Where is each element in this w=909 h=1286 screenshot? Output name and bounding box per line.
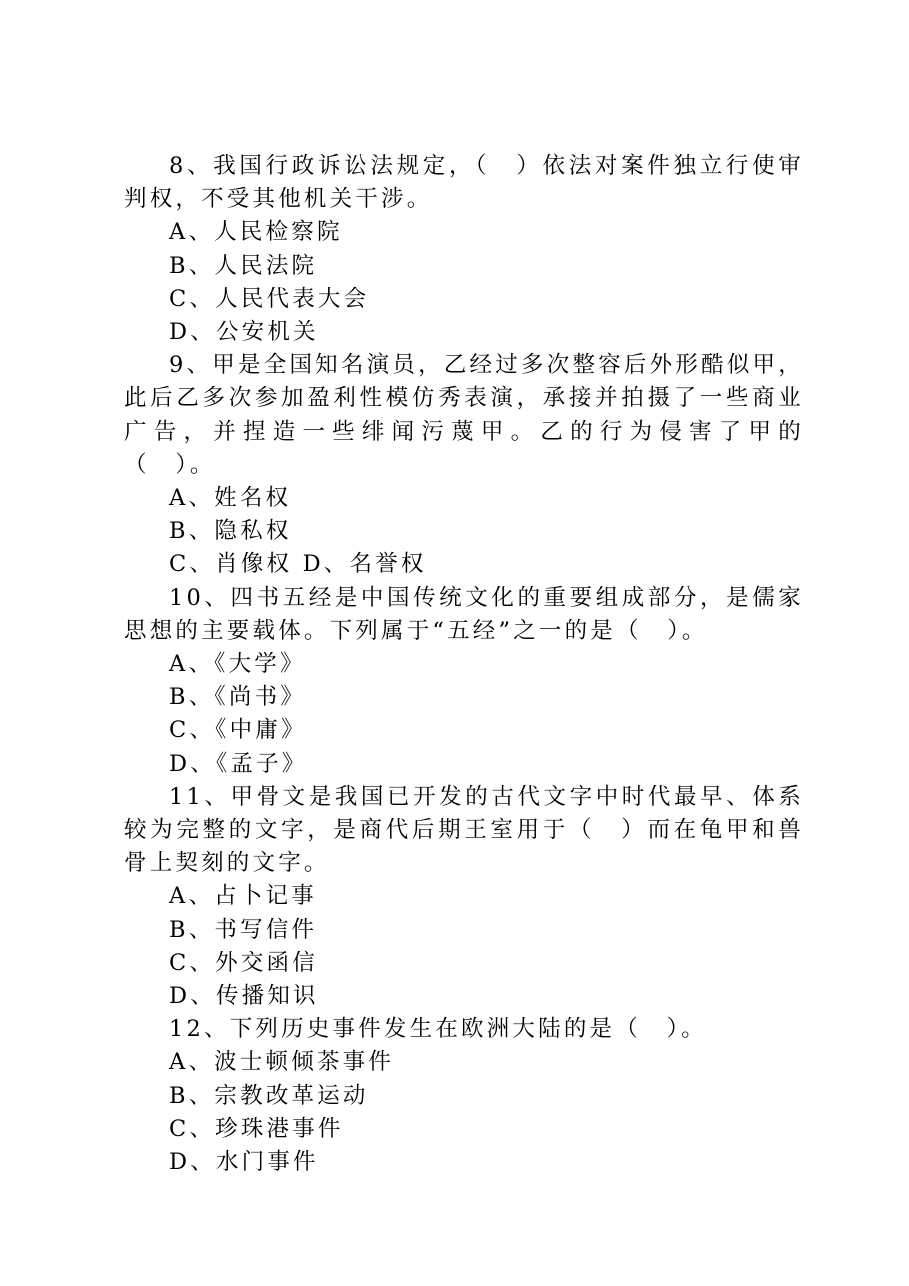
- option-d: D、水门事件: [169, 1149, 319, 1176]
- question-11: [124, 781, 804, 1013]
- option-a: A、波士顿倾茶事件: [169, 1049, 395, 1076]
- option-c: C、人民代表大会: [169, 285, 370, 312]
- option-c-and-d: C、肖像权 D、名誉权: [169, 551, 427, 578]
- question-stem: 9、甲是全国知名演员，乙经过多次整容后外形酷似甲，此后乙多次参加盈利性模仿秀表演，承接并拍摄了一些商业广告，并捏造一些绯闻污蔑甲。乙的行为侵害了甲的（ ）。: [124, 352, 804, 478]
- question-stem: 10、四书五经是中国传统文化的重要组成部分，是儒家思想的主要载体。下列属于“五经”之一的是（ ）。: [124, 584, 804, 644]
- option-d: D、传播知识: [169, 983, 319, 1010]
- option-b: B、宗教改革运动: [169, 1082, 369, 1109]
- option-d: D、《孟子》: [169, 750, 308, 777]
- question-stem: 12、下列历史事件发生在欧洲大陆的是（ ）。: [169, 1016, 707, 1043]
- question-list: [124, 150, 804, 1179]
- option-a: A、占卜记事: [169, 883, 317, 910]
- question-8: [124, 150, 804, 349]
- question-12: [124, 1013, 804, 1179]
- option-d: D、公安机关: [169, 319, 319, 346]
- option-b: B、人民法院: [169, 252, 318, 279]
- option-b: B、隐私权: [169, 518, 292, 545]
- question-10: [124, 582, 804, 781]
- option-c: C、外交函信: [169, 949, 318, 976]
- option-a: A、《大学》: [169, 651, 306, 678]
- option-a: A、姓名权: [169, 485, 292, 512]
- option-b: B、《尚书》: [169, 684, 306, 711]
- question-stem: 8、我国行政诉讼法规定，（ ）依法对案件独立行使审判权，不受其他机关干涉。: [124, 153, 804, 213]
- option-a: A、人民检察院: [169, 219, 343, 246]
- question-9: [124, 349, 804, 581]
- option-b: B、书写信件: [169, 916, 318, 943]
- question-stem: 11、甲骨文是我国已开发的古代文字中时代最早、体系较为完整的文字，是商代后期王室用于（ ）而在龟甲和兽骨上契刻的文字。: [124, 783, 804, 877]
- option-c: C、《中庸》: [169, 717, 307, 744]
- option-c: C、珍珠港事件: [169, 1115, 344, 1142]
